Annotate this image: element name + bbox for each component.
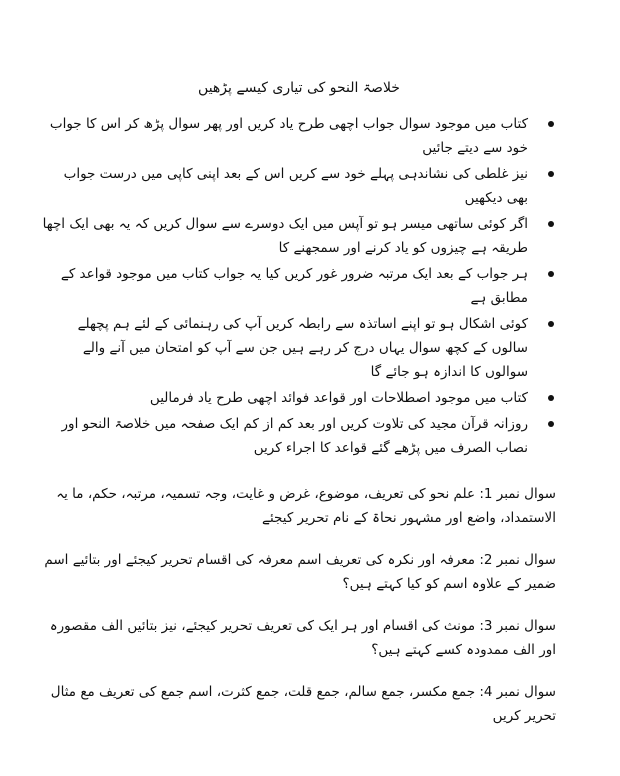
bullet-icon [548,271,554,277]
bullet-icon [548,395,554,401]
list-item [40,212,558,260]
bullet-icon [548,221,554,227]
list-item-text: اگر کوئی ساتھی میسر ہو تو آپس میں ایک دوسرے سے سوال کریں کہ یہ بھی ایک اچھا طریقہ ہے چیزوں کو یاد کرنے اور سمجھنے کا [42,216,528,256]
bullet-icon [548,171,554,177]
question-3: سوال نمبر 3: مونث کی اقسام اور ہر ایک کی تعریف تحریر کیجئے، نیز بتائیں الف مقصورہ اور الف ممدودہ کسے کہتے ہیں؟ [49,618,556,658]
page-title: خلاصۃ النحو کی تیاری کیسے پڑھیں [198,80,400,96]
list-item-text: کتاب میں موجود اصطلاحات اور قواعد فوائد اچھی طرح یاد فرمالیں [149,390,528,406]
list-item [40,112,558,160]
list-item [40,162,558,210]
instruction-list [40,112,558,460]
bullet-icon [548,421,554,427]
list-item-text: نیز غلطی کی نشاندہی پہلے خود سے کریں اس کے بعد اپنی کاپی میں درست جواب بھی دیکھیں [63,166,528,206]
question-4: سوال نمبر 4: جمع مکسر، جمع سالم، جمع قلت، جمع کثرت، اسم جمع کی تعریف مع مثال تحریر کریں [50,684,556,724]
list-item [40,412,558,460]
question-2: سوال نمبر 2: معرفہ اور نکرہ کی تعریف اسم معرفہ کی اقسام تحریر کیجئے اور بتائیے اسم ضمیر کے علاوہ اسم کو کیا کہتے ہیں؟ [44,552,556,592]
list-item-text: ہر جواب کے بعد ایک مرتبہ ضرور غور کریں کیا یہ جواب کتاب میں موجود قواعد کے مطابق ہے [60,266,528,306]
list-item-text: روزانہ قرآن مجید کی تلاوت کریں اور بعد کم از کم ایک صفحہ میں خلاصۃ النحو اور نصاب الصرف میں پڑھے گئے قواعد کا اجراء کریں [61,416,528,456]
list-item-text: کوئی اشکال ہو تو اپنے اساتذہ سے رابطہ کریں آپ کی رہنمائی کے لئے ہم پچھلے سالوں کے کچھ سوال یہاں درج کر رہے ہیں جن سے آپ کو امتحان میں آنے والے سوالوں کا اندازہ ہو جائے گا [77,316,528,380]
bullet-icon [548,321,554,327]
bullet-icon [548,121,554,127]
question-1: سوال نمبر 1: علم نحو کی تعریف، موضوع، غرض و غایت، وجہ تسمیہ، مرتبہ، حکم، ما یہ الاستمداد، واضع اور مشہور نحاۃ کے نام تحریر کیجئے [56,486,556,526]
list-item [40,312,558,384]
list-item-text: کتاب میں موجود سوال جواب اچھی طرح یاد کریں اور پھر سوال پڑھ کر اس کا جواب خود سے دیتے جائیں [49,116,528,156]
list-item [40,262,558,310]
list-item [40,386,558,410]
